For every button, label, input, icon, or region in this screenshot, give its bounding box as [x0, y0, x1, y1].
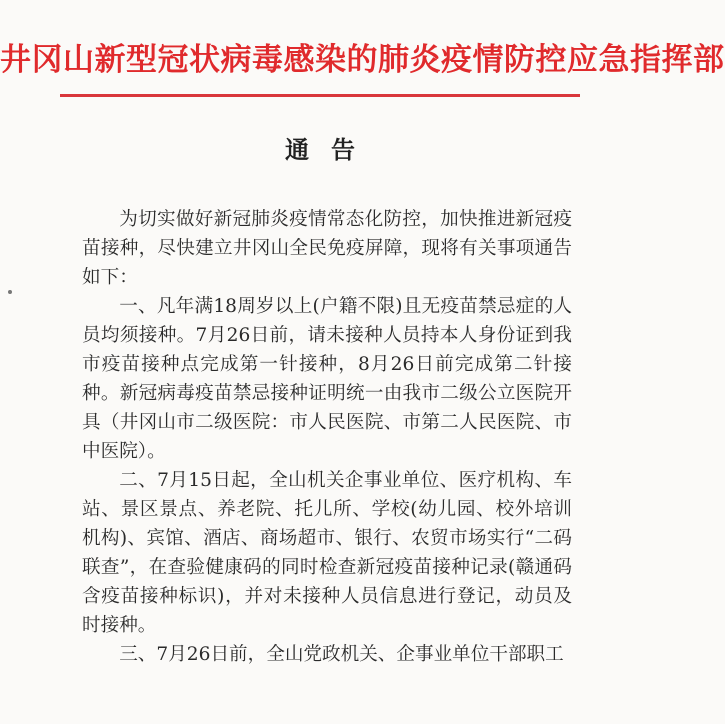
paragraph-item-3: 三、7月26日前，全山党政机关、企事业单位干部职工 [119, 644, 564, 665]
stray-dot [8, 290, 12, 294]
header-divider [60, 94, 580, 97]
paragraph-item-1: 一、凡年满18周岁以上(户籍不限)且无疫苗禁忌症的人员均须接种。7月26日前，请未接种人员持本人身份证到我市疫苗接种点完成第一针接种，8月26日前完成第二针接种。新冠病毒疫苗禁忌接种证明统一由我市二级公立医院开具（井冈山市二级医院：市人民医院、市第二人民医院、市中医院）。 [82, 296, 572, 462]
document-body [82, 205, 572, 669]
notice-title: 通告 [285, 135, 377, 164]
header-title: 井冈山新型冠状病毒感染的肺炎疫情防控应急指挥部 [0, 42, 725, 78]
paragraph-item-2: 二、7月15日起，全山机关企事业单位、医疗机构、车站、景区景点、养老院、托儿所、学校(幼儿园、校外培训机构)、宾馆、酒店、商场超市、银行、农贸市场实行“二码联查”，在查验健康码的同时检查新冠疫苗接种记录(赣通码含疫苗接种标识)，并对未接种人员信息进行登记，动员及时接种。 [82, 470, 572, 636]
paragraph-intro: 为切实做好新冠肺炎疫情常态化防控，加快推进新冠疫苗接种，尽快建立井冈山全民免疫屏障，现将有关事项通告如下： [82, 209, 572, 288]
